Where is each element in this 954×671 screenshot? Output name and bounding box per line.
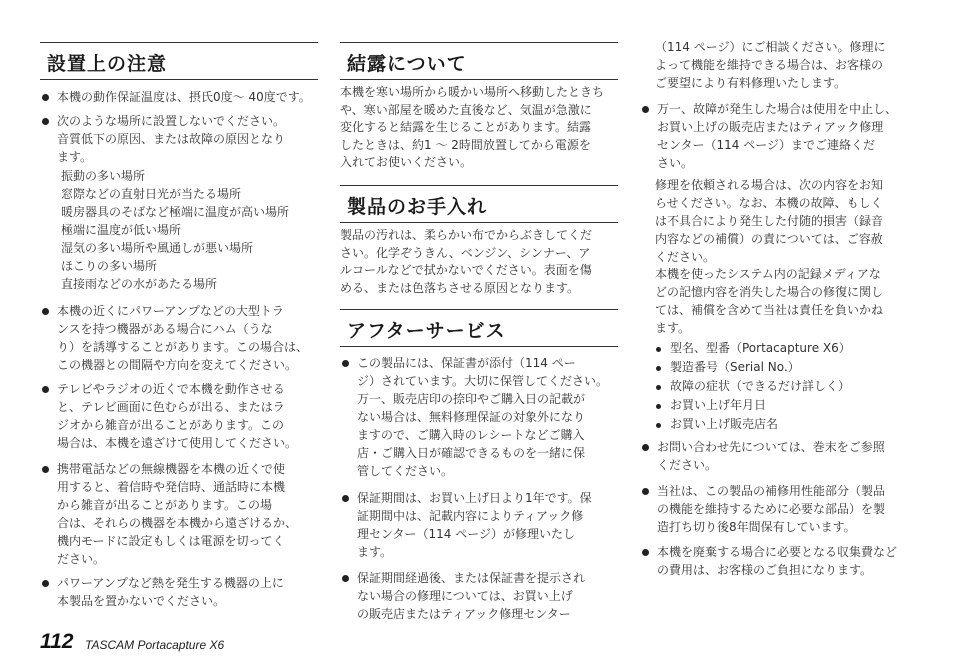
text-line: ください。	[657, 458, 718, 472]
bullet-icon	[42, 118, 49, 125]
text-line: は不具合により発生した付随的損害（録音	[655, 214, 884, 228]
text-line: 用すると、着信時や発信時、通話時に本機	[57, 480, 286, 494]
bullet-icon	[642, 106, 649, 113]
text-line: 本機を廃棄する場合に必要となる収集費など	[657, 545, 898, 559]
bullet-icon	[42, 94, 49, 101]
text-line: 次のような場所に設置しないでください。	[57, 114, 286, 128]
text-line: 暖房器具のそばなど極端に温度が高い場所	[61, 205, 290, 219]
page-number: 112	[40, 630, 74, 653]
text-line: ジオから雑音が出ることがあります。この	[57, 418, 285, 432]
list-item-text	[657, 100, 915, 172]
text-line: 直接雨などの水があたる場所	[61, 277, 218, 291]
text-line: り）を誘導することがあります。この場合は、	[57, 340, 309, 354]
text-line: の機能を維持するために必要な部品）を製	[657, 502, 886, 516]
text-line: 極端に温度が低い場所	[61, 223, 182, 237]
list-item-text	[57, 302, 318, 374]
text-line: 振動の多い場所	[61, 169, 146, 183]
text-line: ない場合は、無料修理保証の対象外になり	[357, 410, 586, 424]
text-line: 携帯電話などの無線機器を本機の近くで使	[57, 462, 286, 476]
text-line: さい。	[657, 156, 694, 170]
bullet-icon	[342, 495, 349, 502]
text-line: 店・ご購入日が確認できるものを一緒に保	[357, 446, 586, 460]
text-line: 本機の近くにパワーアンプなどの大型トラ	[57, 304, 284, 318]
text-line: 変化すると結露を生じることがあります。結露	[340, 120, 592, 134]
list-item-text: 故障の症状（できるだけ詳しく）	[670, 379, 851, 393]
section-title: 設置上の注意	[47, 53, 168, 75]
text-line: 修理を依頼される場合は、次の内容をお知	[655, 178, 884, 192]
text-line: ますので、ご購入時のレシートなどご購入	[357, 428, 585, 442]
text-line: 当社は、この製品の補修用性能部分（製品	[657, 484, 886, 498]
bullet-icon	[656, 423, 661, 428]
text-line: ご要望により有料修理いたします。	[655, 76, 847, 90]
list-item-text	[57, 460, 318, 568]
text-line: この機器との間隔や方向を変えてください。	[57, 358, 298, 372]
text-line: この製品には、保証書が添付（114 ペー	[357, 356, 576, 370]
text-line: 合は、それらの機器を本機から遠ざけるか、	[57, 516, 298, 530]
section-header-service	[340, 309, 618, 347]
text-line: ください。	[655, 250, 716, 264]
text-line: ます。	[57, 150, 93, 164]
section-title: 結露について	[347, 53, 467, 75]
text-line: 本機の動作保証温度は、摂氏0度〜 40度です。	[57, 90, 311, 104]
bullet-icon	[642, 444, 649, 451]
bullet-icon	[42, 466, 49, 473]
text-line: 窓際などの直射日光が当たる場所	[61, 187, 242, 201]
text-line: 保証期間経過後、または保証書を提示され	[357, 571, 586, 585]
text-line: ほこりの多い場所	[61, 259, 158, 273]
text-line: 入れてお使いください。	[340, 155, 473, 169]
text-line: したときは、約1 〜 2時間放置してから電源を	[340, 137, 591, 152]
text-line: 保証期間は、お買い上げ日より1年です。保	[357, 491, 592, 505]
text-line: や、寒い部屋を暖めた直後など、気温が急激に	[340, 102, 592, 117]
text-line: 音質低下の原因、または故障の原因となり	[57, 132, 286, 146]
section-title: 製品のお手入れ	[347, 196, 488, 218]
text-line: と、テレビ画面に色むらが出る、またはラ	[57, 400, 285, 414]
list-item-text: お買い上げ販売店名	[670, 417, 779, 431]
text-line: ます。	[357, 545, 393, 559]
text-line: の販売店またはティアック修理センター	[357, 607, 571, 621]
list-item-text	[57, 88, 318, 106]
text-line: 製品の汚れは、柔らかい布でからぶきしてくだ	[340, 228, 593, 242]
text-line: 本機を使ったシステム内の記録メディアな	[655, 267, 881, 281]
text-line: 本機を寒い場所から暖かい場所へ移動したときち	[340, 85, 605, 99]
text-line: める、または色落ちさせる原因となります。	[340, 280, 580, 295]
bullet-icon	[342, 575, 349, 582]
section-header-care	[340, 185, 618, 223]
section-header-precautions	[40, 42, 318, 80]
bullet-icon	[42, 580, 49, 587]
text-line: センター（114 ページ）までご連絡くだ	[657, 138, 876, 152]
text-line: 場合は、本機を遠ざけて使用してください。	[57, 436, 298, 450]
text-line: から雑音が出ることがあります。この場	[57, 498, 273, 512]
text-line: お問い合わせ先については、巻末をご参照	[657, 440, 885, 454]
text-line: ルコールなどで拭かないでください。表面を傷	[340, 263, 592, 277]
text-line: 証期間中は、記載内容によりティアック修	[357, 509, 584, 523]
text-line: さい。化学ぞうきん、ベンジン、シンナー、ア	[340, 245, 591, 260]
list-item-text	[357, 569, 618, 623]
service-continued-text	[655, 38, 885, 92]
text-line: パワーアンプなど熱を発生する機器の上に	[57, 576, 284, 590]
list-item-text	[57, 112, 318, 166]
text-line: 万一、販売店印の捺印やご購入日の記載が	[357, 392, 586, 406]
list-item-text	[657, 543, 915, 579]
text-line: 本製品を置かないでください。	[57, 594, 226, 608]
text-line: どの記憶内容を消失した場合の修復に関し	[655, 285, 884, 299]
list-item-text: 製造番号（Serial No.）	[670, 360, 800, 374]
text-line: の費用は、お客様のご負担になります。	[657, 563, 873, 577]
text-line: お買い上げの販売店またはティアック修理	[657, 120, 884, 134]
text-line: ジ）されています。大切に保管してください。	[357, 374, 609, 388]
section-header-condensation	[340, 42, 618, 80]
text-line: 内容などの補償）の責については、ご容赦	[655, 232, 883, 246]
text-line: よって機能を維持できる場合は、お客様の	[655, 58, 884, 72]
list-item-text	[57, 574, 318, 610]
text-line: 万一、故障が発生した場合は使用を中止し、	[657, 102, 898, 116]
list-item-text	[657, 482, 915, 536]
bullet-icon	[342, 360, 349, 367]
bullet-icon	[42, 308, 49, 315]
text-line: 湿気の多い場所や風通しが悪い場所	[61, 241, 254, 255]
list-item-text: 型名、型番（Portacapture X6）	[670, 341, 851, 355]
text-line: テレビやラジオの近くで本機を動作させる	[57, 382, 285, 396]
bullet-icon	[42, 386, 49, 393]
bullet-icon	[656, 347, 661, 352]
text-line: 理センター（114 ページ）が修理いたし	[357, 527, 576, 541]
text-line: ます。	[655, 321, 691, 335]
section-title: アフターサービス	[347, 320, 506, 342]
text-line: らせください。なお、本機の故障、もしく	[655, 196, 883, 210]
repair-request-text	[655, 176, 883, 266]
list-item-text: お買い上げ年月日	[670, 398, 767, 412]
list-item-text	[57, 380, 318, 452]
media-liability-text	[655, 265, 883, 337]
care-text	[340, 227, 592, 297]
list-item-text	[357, 354, 618, 480]
text-line: ンスを持つ機器がある場合にハム（うな	[57, 322, 273, 336]
bullet-icon	[642, 488, 649, 495]
text-line: 機内モードに設定もしくは電源を切ってく	[57, 534, 285, 548]
condensation-text	[340, 84, 604, 172]
list-item-text	[357, 489, 618, 561]
product-name: TASCAM Portacapture X6	[85, 638, 225, 652]
bullet-icon	[656, 385, 661, 390]
bullet-icon	[656, 404, 661, 409]
place-list	[61, 167, 289, 293]
text-line: ない場合の修理については、お買い上げ	[357, 589, 573, 603]
list-item-text	[657, 438, 915, 474]
bullet-icon	[656, 366, 661, 371]
text-line: ださい。	[57, 552, 106, 566]
text-line: （114 ページ）にご相談ください。修理に	[655, 40, 886, 54]
text-line: 造打ち切り後8年間保有しています。	[657, 520, 856, 534]
text-line: 管してください。	[357, 464, 454, 478]
text-line: ては、補償を含めて当社は責任を負いかね	[655, 303, 884, 317]
bullet-icon	[642, 549, 649, 556]
